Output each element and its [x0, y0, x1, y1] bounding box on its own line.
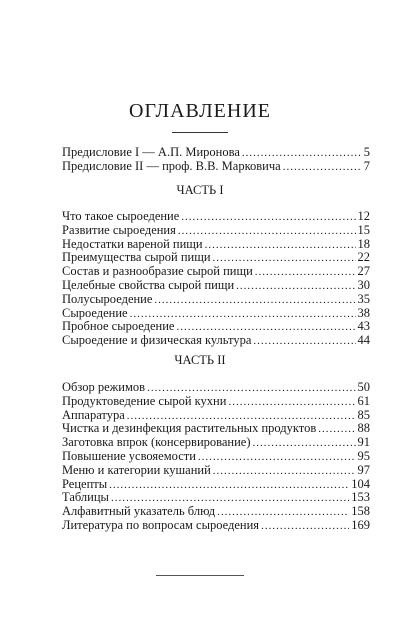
toc-entry[interactable] [62, 279, 370, 293]
toc-entry-title: Целебные свойства сырой пищи [62, 278, 235, 292]
toc-entry-page: 91 [357, 436, 370, 450]
toc-entry-page: 18 [357, 237, 370, 251]
toc-entry-page: 7 [363, 159, 370, 173]
toc-entry-title: Рецепты [62, 477, 108, 491]
toc-entry-page: 85 [357, 408, 370, 422]
toc-entry[interactable] [62, 210, 370, 224]
toc-entry-page: 27 [357, 265, 370, 279]
toc-entry-title: Состав и разнообразие сырой пищи [62, 265, 253, 279]
toc-leader-dots [178, 225, 356, 238]
toc-entry[interactable] [62, 146, 370, 160]
toc-entry-title: Таблицы [62, 491, 109, 505]
toc-entry-page: 5 [363, 146, 370, 159]
toc-leader-dots [213, 465, 356, 478]
toc-entry[interactable] [62, 519, 370, 533]
bottom-divider [156, 575, 244, 576]
toc-entry-title: Аппаратура [62, 408, 125, 422]
toc-entry-title: Пробное сыроедение [62, 320, 175, 334]
toc-leader-dots [109, 479, 349, 492]
toc-entry-title: Обзор режимов [62, 381, 146, 394]
toc-entry[interactable] [62, 381, 370, 395]
toc-leader-dots [111, 492, 349, 505]
toc-leader-dots [236, 280, 355, 293]
toc-entry[interactable] [62, 491, 370, 505]
toc-leader-dots [242, 147, 362, 160]
toc-entry-title: Меню и категории кушаний [62, 463, 211, 477]
toc-entry-page: 169 [351, 518, 370, 532]
toc-entry-title: Предисловие II — проф. В.В. Марковича [62, 159, 281, 173]
page-title: ОГЛАВЛЕНИЕ [129, 100, 271, 122]
toc-entry[interactable] [62, 436, 370, 450]
toc-leader-dots [176, 321, 355, 334]
toc-entry[interactable] [62, 307, 370, 321]
toc-entry-page: 95 [357, 449, 370, 463]
toc-entry-title: Преимущества сырой пищи [62, 251, 211, 265]
toc-leader-dots [205, 239, 356, 252]
toc-entry-title: Сыроедение и физическая культура [62, 334, 252, 348]
toc-entry[interactable] [62, 293, 370, 307]
toc-entry[interactable] [62, 334, 370, 348]
toc-entry-page: 15 [357, 223, 370, 237]
toc-entry-title: Алфавитный указатель блюд [62, 505, 216, 519]
toc-entry[interactable] [62, 395, 370, 409]
toc-entry-page: 22 [357, 251, 370, 265]
toc-entry-page: 35 [357, 292, 370, 306]
toc-entry[interactable] [62, 464, 370, 478]
toc-entry-page: 104 [351, 477, 370, 491]
toc-leader-dots [318, 423, 355, 436]
part-1-list [62, 210, 370, 348]
toc-entry-title: Развитие сыроедения [62, 223, 176, 237]
toc-entry-title: Полусыроедение [62, 292, 153, 306]
toc-entry[interactable] [62, 160, 370, 174]
title-divider [172, 132, 228, 133]
toc-entry-title: Продуктоведение сырой кухни [62, 394, 227, 408]
toc-entry-page: 158 [351, 505, 370, 519]
toc-entry[interactable] [62, 265, 370, 279]
toc-leader-dots [147, 382, 355, 395]
toc-entry-page: 50 [357, 381, 370, 394]
part-2-list [62, 381, 370, 533]
toc-leader-dots [198, 451, 356, 464]
toc-leader-dots [261, 520, 349, 533]
toc-leader-dots [154, 294, 355, 307]
toc-entry-page: 30 [357, 278, 370, 292]
toc-entry-page: 43 [357, 320, 370, 334]
toc-leader-dots [181, 211, 355, 224]
toc-leader-dots [217, 506, 349, 519]
toc-leader-dots [228, 396, 355, 409]
toc-entry[interactable] [62, 478, 370, 492]
part-1-heading: ЧАСТЬ I [176, 183, 224, 197]
toc-entry-page: 12 [357, 210, 370, 223]
toc-entry[interactable] [62, 422, 370, 436]
part-2-heading: ЧАСТЬ II [174, 353, 226, 367]
toc-entry[interactable] [62, 450, 370, 464]
toc-entry-title: Чистка и дезинфекция растительных продуктов [62, 422, 317, 436]
toc-leader-dots [127, 410, 356, 423]
toc-entry-title: Недостатки вареной пищи [62, 237, 203, 251]
toc-entry-page: 44 [357, 334, 370, 348]
toc-leader-dots [255, 266, 356, 279]
toc-entry-page: 88 [357, 422, 370, 436]
toc-entry-page: 153 [351, 491, 370, 505]
toc-entry[interactable] [62, 409, 370, 423]
toc-entry-title: Что такое сыроедение [62, 210, 180, 223]
toc-entry-title: Заготовка впрок (консервирование) [62, 436, 251, 450]
toc-entry-title: Литература по вопросам сыроедения [62, 518, 260, 532]
toc-entry[interactable] [62, 320, 370, 334]
toc-entry[interactable] [62, 224, 370, 238]
toc-entry-title: Повышение усвояемости [62, 449, 196, 463]
toc-entry-page: 61 [357, 394, 370, 408]
toc-leader-dots [253, 335, 355, 348]
toc-entry-title: Предисловие I — А.П. Миронова [62, 146, 240, 159]
toc-entry[interactable] [62, 238, 370, 252]
toc-leader-dots [130, 308, 356, 321]
toc-entry-page: 97 [357, 463, 370, 477]
toc-leader-dots [253, 437, 356, 450]
toc-entry[interactable] [62, 251, 370, 265]
toc-leader-dots [283, 161, 362, 174]
toc-entry-page: 38 [357, 306, 370, 320]
toc-entry-title: Сыроедение [62, 306, 128, 320]
toc-leader-dots [213, 252, 356, 265]
preface-list [62, 146, 370, 174]
toc-entry[interactable] [62, 505, 370, 519]
